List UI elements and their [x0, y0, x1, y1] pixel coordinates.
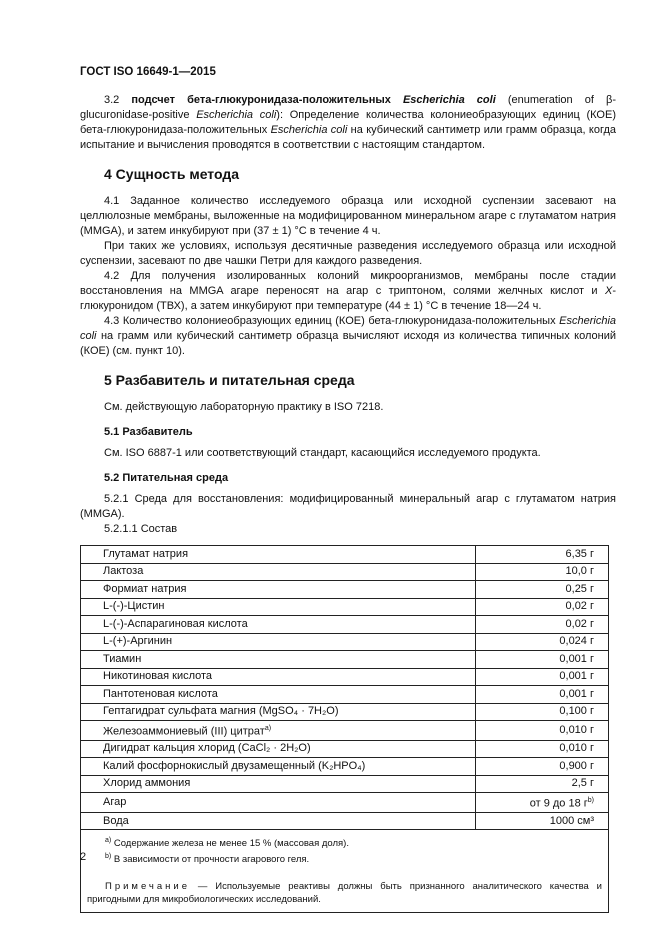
- composition-table: [80, 545, 609, 913]
- it: Escherichia coli: [80, 315, 616, 342]
- component: Лактоза: [103, 565, 144, 578]
- table-row: [81, 633, 609, 651]
- table-row: [81, 721, 609, 741]
- amount: 0,001 г: [559, 652, 594, 665]
- component: Железоаммониевый (III) цитрат: [103, 725, 265, 738]
- table-row: [81, 616, 609, 634]
- table-row: [81, 686, 609, 704]
- component-amount: [476, 546, 609, 564]
- page-number: 2: [80, 851, 87, 863]
- amount: 0,001 г: [559, 687, 594, 700]
- component-name: [81, 775, 476, 793]
- clause-4-3: [80, 314, 616, 359]
- mark: b): [587, 797, 594, 805]
- table-row: [81, 775, 609, 793]
- component-name: [81, 651, 476, 669]
- t: ): Определение количества колониеобразующих единиц (КОЕ) бета-глюкуронидаза-положительных: [80, 109, 616, 136]
- table-row: [81, 546, 609, 564]
- component-amount: [476, 703, 609, 721]
- component-name: [81, 703, 476, 721]
- amount: 0,001 г: [559, 670, 594, 683]
- table-row: [81, 758, 609, 776]
- heading-5-1: 5.1 Разбавитель: [104, 426, 193, 438]
- table-row: [81, 740, 609, 758]
- amount: 0,010 г: [559, 742, 594, 755]
- amount: 0,02 г: [565, 617, 594, 630]
- term: подсчет бета-глюкуронидаза-положительных: [131, 94, 403, 106]
- t: 4.3 Количество колониеобразующих единиц (КОЕ) бета-глюкуронидаза-положительных: [104, 315, 560, 327]
- component: Вода: [103, 814, 129, 827]
- component-amount: [476, 775, 609, 793]
- amount: 0,02 г: [565, 600, 594, 613]
- component-amount: [476, 793, 609, 813]
- clause-4-1b: При таких же условиях, используя десятичные разведения исследуемого образца или исходной суспензии, засевают по две чашки Петри для каждого разведения.: [80, 240, 616, 267]
- component-name: [81, 740, 476, 758]
- component: Никотиновая кислота: [103, 670, 213, 683]
- component-name: [81, 563, 476, 581]
- it: X: [604, 285, 613, 297]
- component-amount: [476, 812, 609, 830]
- document-header: ГОСТ ISO 16649-1—2015: [80, 66, 216, 78]
- term-italic: Escherichia coli: [402, 94, 496, 106]
- component-amount: [476, 581, 609, 599]
- heading-4: 4 Сущность метода: [104, 166, 240, 182]
- component-name: [81, 812, 476, 830]
- t: на грамм или кубический сантиметр образца вычисляют исходя из количества типичных колоний (КОЕ) (см. пункт 10).: [80, 330, 616, 357]
- amount: от 9 до 18 г: [529, 797, 588, 810]
- table-row: [81, 563, 609, 581]
- amount: 0,010 г: [559, 723, 594, 736]
- mark: b): [105, 853, 112, 861]
- t: (enumeration of β-glucuronidase-positive: [80, 94, 616, 121]
- num: 3.2: [104, 94, 132, 106]
- mark: а): [105, 837, 112, 845]
- component: L-(+)-Аргинин: [103, 635, 173, 648]
- clause-5-2-1-1: 5.2.1.1 Состав: [104, 523, 178, 535]
- amount: 6,35 г: [565, 547, 594, 560]
- heading-5-2: 5.2 Питательная среда: [104, 472, 229, 484]
- table-row: [81, 598, 609, 616]
- amount: 0,100 г: [559, 705, 594, 718]
- component: Хлорид аммония: [103, 777, 191, 790]
- footnote-a: Содержание железа не менее 15 % (массовая доля).: [113, 838, 349, 850]
- t: 4.2 Для получения изолированных колоний микроорганизмов, мембраны после стадии восстановления на MMGA агаре переносят на агар с триптоном, солями желчных кислот и: [80, 270, 616, 297]
- component-name: [81, 686, 476, 704]
- table-row: [81, 812, 609, 830]
- heading-5: 5 Разбавитель и питательная среда: [104, 372, 355, 388]
- amount: 0,25 г: [565, 582, 594, 595]
- it: Escherichia coli: [196, 109, 277, 121]
- footnote-b: В зависимости от прочности агарового геля.: [113, 854, 310, 866]
- component-name: [81, 758, 476, 776]
- component-amount: [476, 598, 609, 616]
- component: Дигидрат кальция хлорид (CaCl₂ · 2H₂O): [103, 742, 311, 755]
- component-amount: [476, 686, 609, 704]
- component-name: [81, 793, 476, 813]
- mark: а): [264, 725, 272, 732]
- component-name: [81, 616, 476, 634]
- component-amount: [476, 616, 609, 634]
- component: Калий фосфорнокислый двузамещенный (K₂HPO₄): [103, 759, 366, 772]
- amount: 0,024 г: [559, 635, 594, 648]
- component: Тиамин: [103, 652, 142, 665]
- component-amount: [476, 633, 609, 651]
- amount: 1000 см³: [549, 814, 594, 827]
- t: на кубический сантиметр или грамм образца, когда испытание и вычисления проводятся в соответствии с настоящим стандартом.: [80, 124, 616, 151]
- table-footnotes: [81, 830, 609, 912]
- amount: 10,0 г: [565, 565, 594, 578]
- note-label: Примечание: [105, 880, 190, 892]
- component-name: [81, 668, 476, 686]
- clause-5-2-1: 5.2.1 Среда для восстановления: модифицированный минеральный агар с глутаматом натрия (MMGA).: [80, 493, 616, 520]
- amount: 0,900 г: [559, 759, 594, 772]
- body: [80, 93, 616, 913]
- t: -глюкуронидом (ТВХ), а затем инкубируют при температуре (44 ± 1) °С в течение 18—24 ч.: [80, 285, 616, 312]
- clause-5: См. действующую лабораторную практику в ISO 7218.: [104, 401, 384, 413]
- component-amount: [476, 651, 609, 669]
- component: Гептагидрат сульфата магния (MgSO₄ · 7H₂O): [103, 705, 339, 718]
- table-row: [81, 581, 609, 599]
- component-name: [81, 598, 476, 616]
- component: Формиат натрия: [103, 582, 187, 595]
- table-row: [81, 793, 609, 813]
- table-row: [81, 703, 609, 721]
- component: Агар: [103, 795, 127, 808]
- component-amount: [476, 758, 609, 776]
- component-name: [81, 721, 476, 741]
- component-amount: [476, 721, 609, 741]
- table-row: [81, 668, 609, 686]
- component-amount: [476, 740, 609, 758]
- component-name: [81, 546, 476, 564]
- component-name: [81, 581, 476, 599]
- clause-4-2: [80, 269, 616, 314]
- note-text: — Используемые реактивы должны быть признанного аналитического качества и пригодными для микробиологических исследований.: [87, 880, 602, 905]
- component: L-(-)-Аспарагиновая кислота: [103, 617, 248, 630]
- table-row: [81, 651, 609, 669]
- component-amount: [476, 668, 609, 686]
- component: L-(-)-Цистин: [103, 600, 165, 613]
- component: Глутамат натрия: [103, 547, 189, 560]
- amount: 2,5 г: [571, 777, 594, 790]
- component-amount: [476, 563, 609, 581]
- it: Escherichia coli: [270, 124, 348, 136]
- clause-4-1: 4.1 Заданное количество исследуемого образца или исходной суспензии засевают на целлюлозные мембраны, выложенные на модифицированном минеральном агаре с глутаматом натрия (MMGA), и затем инкубируют при (37 ± 1) °С в течение 4 ч.: [80, 195, 616, 237]
- component: Пантотеновая кислота: [103, 687, 218, 700]
- clause-3-2: [80, 93, 616, 153]
- clause-5-1: См. ISO 6887-1 или соответствующий стандарт, касающийся исследуемого продукта.: [104, 447, 541, 459]
- component-name: [81, 633, 476, 651]
